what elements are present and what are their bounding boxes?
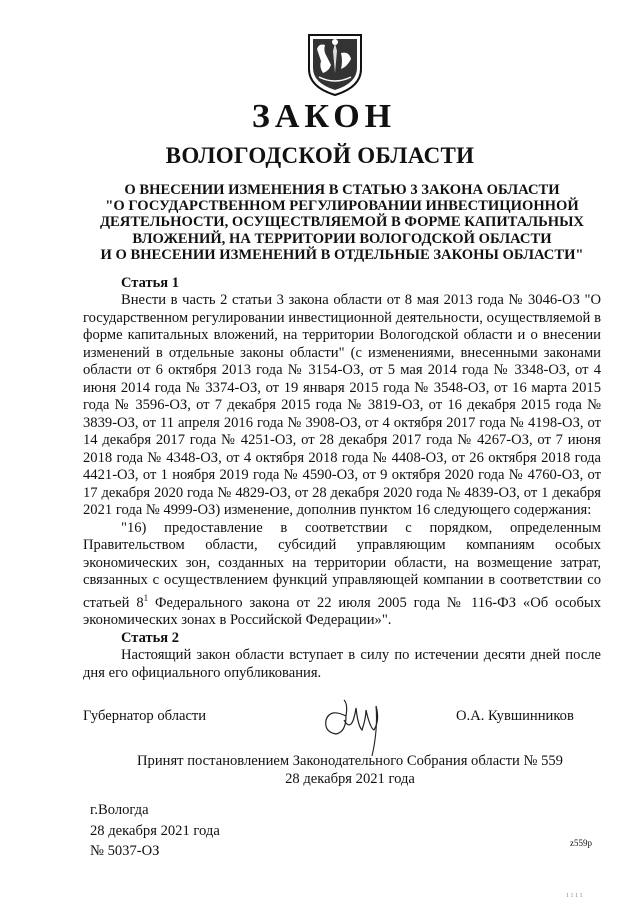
signing-date: 28 декабря 2021 года xyxy=(90,822,220,839)
city: г.Вологда xyxy=(90,802,149,818)
region-title: ВОЛОГОДСКОЙ ОБЛАСТИ xyxy=(165,143,475,168)
article-2-body xyxy=(83,647,601,682)
article-2-heading: Статья 2 xyxy=(121,630,179,646)
article-1-item-16 xyxy=(83,520,601,630)
scan-mark: 1 1 1 1 xyxy=(566,893,583,899)
subject-line: О ВНЕСЕНИИ ИЗМЕНЕНИЯ В СТАТЬЮ 3 ЗАКОНА ОБЛАСТИ xyxy=(124,182,560,198)
law-subject-heading xyxy=(80,182,604,263)
article-1-heading: Статья 1 xyxy=(121,275,179,291)
subject-line: ДЕЯТЕЛЬНОСТИ, ОСУЩЕСТВЛЯЕМОЙ В ФОРМЕ КАПИТАЛЬНЫХ xyxy=(100,214,584,231)
article-2-paragraph: Настоящий закон области вступает в силу по истечении десяти дней после дня его официального опубликования. xyxy=(83,647,601,681)
article-1-paragraph: Внести в часть 2 статьи 3 закона области от 8 мая 2013 года № 3046-ОЗ "О государственном регулировании инвестиционной деятельности, осуществляемой в форме капитальных вложений, на территории Вологодской области и о внесении изменений в отдельные законы области" (с изменениями, внесенными законами области от 6 октября 2013 года № 3154-ОЗ, от 5 мая 2014 года № 3348-ОЗ, от 4 июня 2014 года № 3374-ОЗ, от 19 января 2015 года № 3548-ОЗ, от 16 марта 2015 года № 3596-ОЗ, от 7 декабря 2015 года № 3819-ОЗ, от 16 декабря 2015 года № 3839-ОЗ, от 11 апреля 2016 года № 3908-ОЗ, от 4 октября 2017 года № 4198-ОЗ, от 14 декабря 2017 года № 4251-ОЗ, от 28 декабря 2017 года № 4267-ОЗ, от 7 июня 2018 года № 4348-ОЗ, от 4 октября 2018 года № 4408-ОЗ, от 26 октября 2018 года 4421-ОЗ, от 1 ноября 2019 года № 4590-ОЗ, от 9 октября 2020 года № 4760-ОЗ, от 17 декабря 2020 года № 4829-ОЗ, от 28 декабря 2020 года № 4839-ОЗ, от 1 декабря 2021 года № 4999-ОЗ) изменение, дополнив пунктом 16 следующего содержания: xyxy=(83,292,601,518)
place-date-block xyxy=(90,800,220,862)
item-16-text: "16) предоставление в соответствии с порядком, определенным Правительством области, субсидий управляющим компаниям особых экономических зон, созданных на территории области, на возмещение затрат, связанных с осуществлением функций управляющей компании в соответствии со статьей 8 xyxy=(83,519,601,611)
governor-name: О.А. Кувшинников xyxy=(456,708,574,724)
adoption-note xyxy=(100,752,600,788)
subject-line: И О ВНЕСЕНИИ ИЗМЕНЕНИЙ В ОТДЕЛЬНЫЕ ЗАКОНЫ ОБЛАСТИ" xyxy=(100,246,584,263)
subject-line: ВЛОЖЕНИЙ, НА ТЕРРИТОРИИ ВОЛОГОДСКОЙ ОБЛАСТИ xyxy=(132,230,552,247)
coat-of-arms-emblem xyxy=(305,33,365,97)
adoption-date: 28 декабря 2021 года xyxy=(285,771,415,787)
item-16-text-end: Федерального закона от 22 июля 2005 года № 116-ФЗ «Об особых экономических зонах в Российской Федерации»". xyxy=(83,594,601,628)
law-number: № 5037-ОЗ xyxy=(90,843,160,859)
article-1-body xyxy=(83,292,601,629)
subject-line: "О ГОСУДАРСТВЕННОМ РЕГУЛИРОВАНИИ ИНВЕСТИЦИОННОЙ xyxy=(105,198,579,215)
handwritten-signature xyxy=(322,690,390,760)
adoption-line: Принят постановлением Законодательного Собрания области № 559 xyxy=(137,753,563,769)
superscript: 1 xyxy=(143,592,149,603)
law-title: ЗАКОН xyxy=(251,98,397,135)
document-code: z559p xyxy=(570,838,592,848)
governor-label: Губернатор области xyxy=(83,708,207,724)
